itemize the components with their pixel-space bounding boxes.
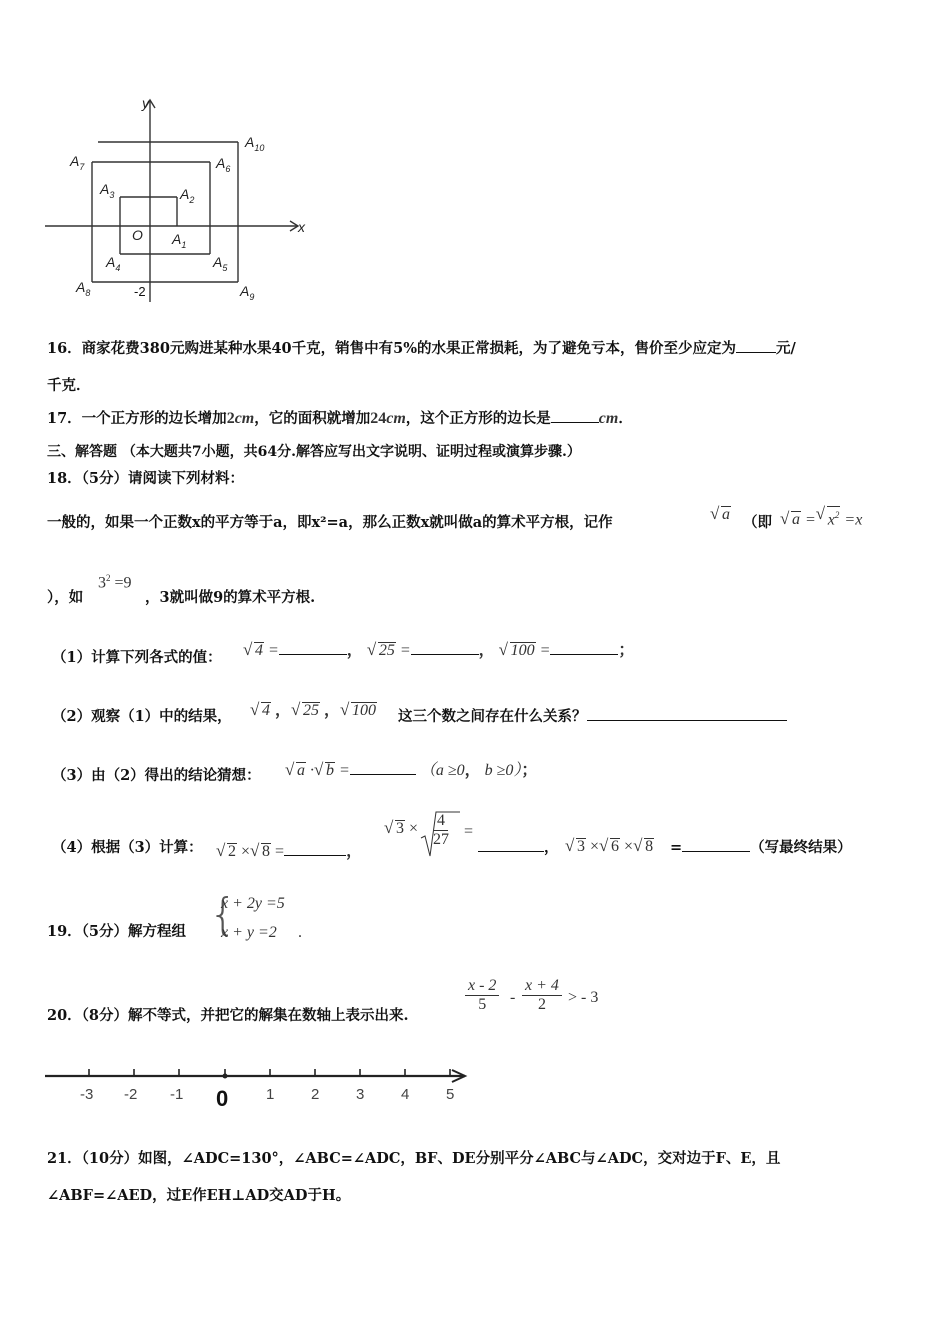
question-17: 17．一个正方形的边长增加2cm，它的面积就增加24cm，这个正方形的边长是 cm． — [47, 410, 633, 427]
question-21-line2: ∠ABF=∠AED，过E作EH⊥AD交AD于H。 — [47, 1187, 351, 1204]
point-a4: $A_4$ — [106, 254, 121, 273]
part-4-expr-2-eq: = — [464, 823, 474, 840]
part-4-expr-1: √ 2 ×√ 8 = ， — [216, 838, 362, 861]
point-a7: $A_7$ — [70, 153, 85, 172]
point-a10: $A_{10}$ — [245, 134, 265, 153]
tick-label: 5 — [446, 1086, 455, 1103]
tick-label: 2 — [311, 1086, 320, 1103]
neg-two-label: -2 — [134, 284, 146, 299]
part-4-expr-3: √ 3 ×√ 6 ×√ 8 — [565, 838, 654, 856]
part-4-tail: = （写最终结果） — [670, 839, 852, 856]
part-3: （3）由（2）得出的结论猜想： — [52, 767, 261, 784]
part-4-expr-2: √ 3 × — [384, 820, 418, 838]
part-3-expression: √ a ·√ b = （a ≥0， b ≥0）； — [285, 757, 537, 780]
question-16-cont: 千克． — [47, 377, 91, 394]
period: . — [298, 924, 302, 941]
tick-label: 3 — [356, 1086, 365, 1103]
y-axis-label: y — [142, 95, 149, 111]
tick-label: 1 — [266, 1086, 275, 1103]
point-a3: $A_3$ — [100, 181, 115, 200]
part-2: （2）观察（1）中的结果， — [52, 708, 232, 725]
ji-label: （即 — [743, 514, 772, 531]
question-16: 16．商家花费380元购进某种水果40千克，销售中有5%的水果正常损耗，为了避免亏本，售价至少应定为 元/ — [47, 340, 796, 357]
point-a8: $A_8$ — [76, 279, 91, 298]
fraction-1: $\frac{x - 2}{5}$ — [465, 977, 499, 1014]
minus-sign: - — [510, 989, 516, 1006]
question-19: 19．（5分）解方程组 — [47, 923, 187, 940]
part-4: （4）根据（3）计算： — [52, 839, 203, 856]
definition-equation: √ a =√ $x^2 =x$ — [780, 506, 862, 529]
part-1-expressions: √ 4 = ， √ 25 = ， √ 100 = ； — [243, 637, 634, 660]
part-1: （1）计算下列各式的值： — [52, 649, 222, 666]
question-20: 20．（8分）解不等式，并把它的解集在数轴上表示出来. — [47, 1007, 409, 1024]
tick-label: -1 — [170, 1086, 184, 1103]
origin-label: O — [132, 227, 143, 243]
sqrt-a: √ a — [710, 506, 731, 524]
point-a2: $A_2$ — [180, 186, 195, 205]
tick-label: 0 — [216, 1086, 229, 1111]
part-2-expressions: √ 4 ，√ 25 ，√ 100 — [250, 697, 377, 720]
tick-label: -3 — [80, 1086, 94, 1103]
brace: { — [209, 889, 237, 940]
question-18-head: 18．（5分）请阅读下列材料： — [47, 470, 245, 487]
answer-blank — [551, 408, 599, 423]
point-a9: $A_9$ — [240, 283, 255, 302]
x-axis-label: x — [298, 219, 305, 235]
question-18-line2-post: ，3就叫做9的算术平方根. — [145, 589, 316, 606]
number-line-labels — [40, 1086, 480, 1116]
number-line — [40, 1064, 480, 1084]
part-4-blank-2: ， — [478, 836, 559, 857]
section-three-heading: 三、解答题 （本大题共7小题，共64分.解答应写出文字说明、证明过程或演算步骤.） — [47, 444, 581, 460]
tick-label: -2 — [124, 1086, 138, 1103]
part-2-question: 这三个数之间存在什么关系？ — [398, 705, 787, 726]
question-21-line1: 21．（10分）如图，∠ADC=130°，∠ABC=∠ADC，BF、DE分别平分∠ABC与∠ADC，交对边于F、E，且 — [47, 1150, 781, 1167]
tick-label: 4 — [401, 1086, 410, 1103]
example-equation: $3^2 =9$ — [98, 573, 132, 592]
equation-2: x + y =2 — [221, 924, 277, 941]
fraction-2: $\frac{x + 4}{2}$ — [522, 977, 562, 1014]
inequality-rhs: > - 3 — [568, 989, 599, 1006]
point-a5: $A_5$ — [213, 254, 228, 273]
point-a1: $A_1$ — [172, 231, 187, 250]
point-a6: $A_6$ — [216, 155, 231, 174]
equation-1: x + 2y =5 — [221, 895, 285, 912]
fraction-4-27: $\frac{4}{27}$ — [433, 812, 449, 848]
answer-blank — [736, 338, 776, 353]
question-18-line2: ），如 — [47, 589, 84, 606]
question-18-line1: 一般的，如果一个正数x的平方等于a，即x²=a，那么正数x就叫做a的算术平方根，记作 — [47, 514, 613, 531]
